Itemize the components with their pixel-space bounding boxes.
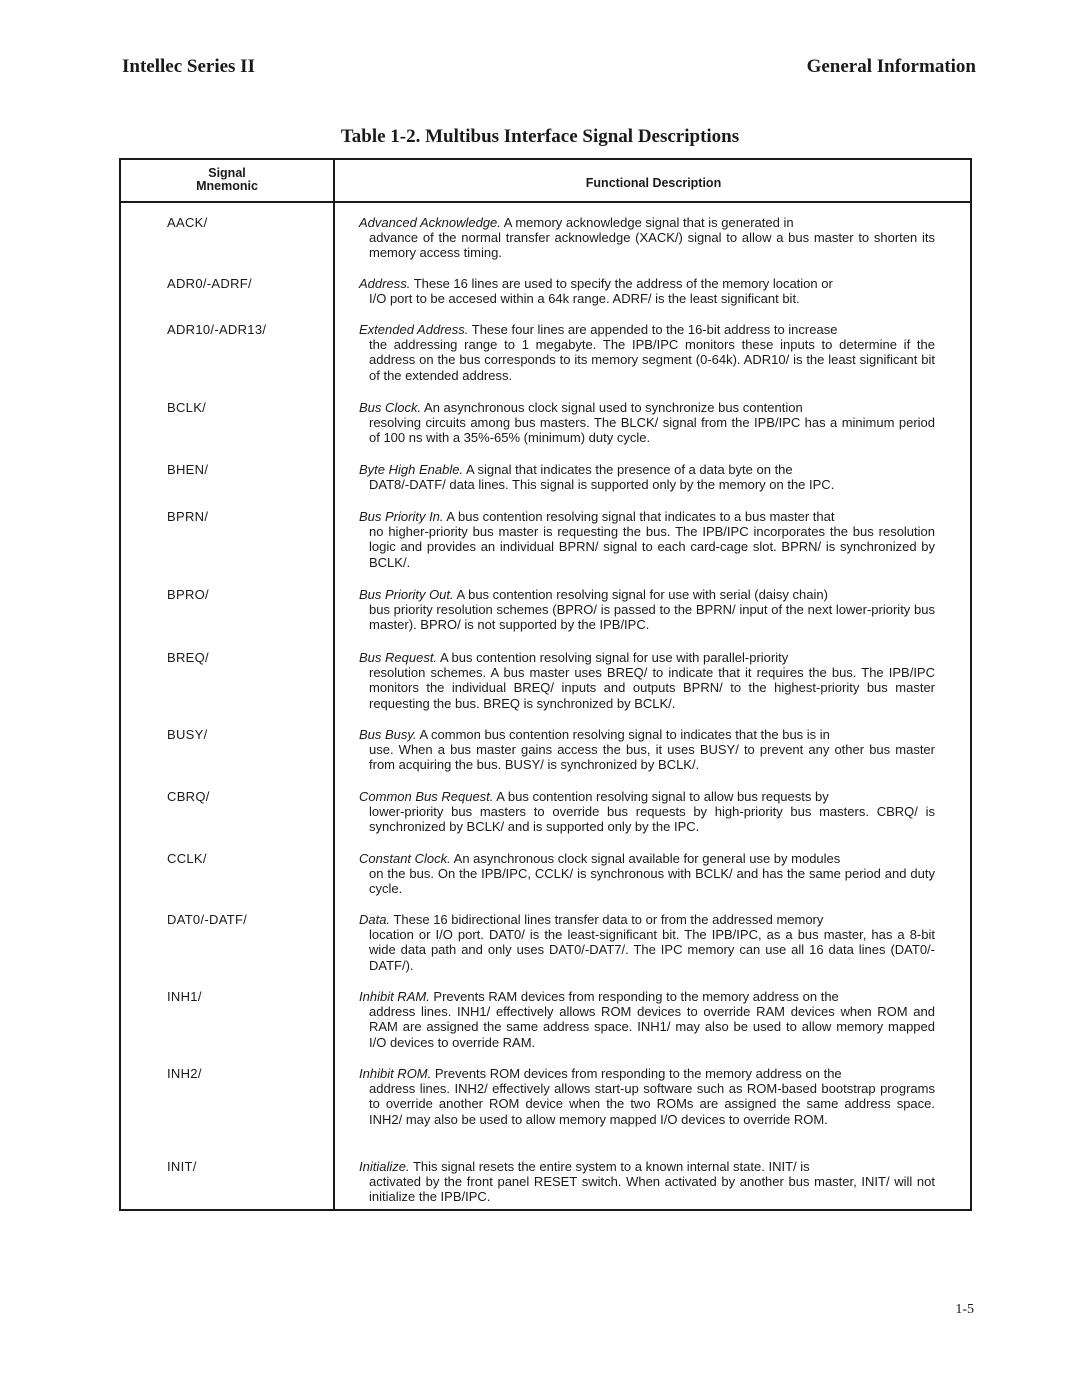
description-first-line: A memory acknowledge signal that is generated in <box>500 215 794 230</box>
description-term: Data. <box>359 912 391 927</box>
description-first-line: A signal that indicates the presence of a data byte on the <box>463 462 793 477</box>
description-body: address lines. INH1/ effectively allows ROM devices to override RAM devices when ROM and RAM are assigned the same address space. INH1/ may also be used to allow memory mapped I/O devices to override RAM. <box>369 1004 935 1050</box>
signal-description <box>359 462 935 492</box>
description-first-line: A bus contention resolving signal that indicates to a bus master that <box>443 509 835 524</box>
signal-mnemonic: INIT/ <box>167 1159 197 1174</box>
description-term: Inhibit ROM. <box>359 1066 432 1081</box>
description-body: location or I/O port. DAT0/ is the least-significant bit. The IPB/IPC, as a bus master, has a 8-bit wide data path and only uses DAT0/-DAT7/. The IPC memory can use all 16 data lines (DAT0/-DATF/). <box>369 927 935 973</box>
description-first-line: These 16 bidirectional lines transfer data to or from the addressed memory <box>390 912 824 927</box>
signal-description <box>359 650 935 711</box>
signal-mnemonic: BCLK/ <box>167 400 207 415</box>
signal-mnemonic: INH1/ <box>167 989 202 1004</box>
description-body: lower-priority bus masters to override bus requests by high-priority bus masters. CBRQ/ is synchronized by BCLK/ and is supported only by the IPC. <box>369 804 935 835</box>
column-header-signal-line2: Mnemonic <box>196 179 258 193</box>
description-body: use. When a bus master gains access the bus, it uses BUSY/ to prevent any other bus master from acquiring the bus. BUSY/ is synchronized by BCLK/. <box>369 742 935 773</box>
description-term: Address. <box>359 276 411 291</box>
signal-description <box>359 400 935 446</box>
description-body: bus priority resolution schemes (BPRO/ is passed to the BPRN/ input of the next lower-priority bus master). BPRO/ is not supported by the IPB/IPC. <box>369 602 935 633</box>
description-first-line: An asynchronous clock signal used to synchronize bus contention <box>421 400 803 415</box>
signal-description <box>359 789 935 835</box>
signal-table <box>119 158 972 1211</box>
signal-description <box>359 215 935 261</box>
description-first-line: These four lines are appended to the 16-bit address to increase <box>468 322 838 337</box>
description-first-line: A bus contention resolving signal for use with serial (daisy chain) <box>453 587 828 602</box>
signal-description <box>359 989 935 1050</box>
signal-mnemonic: CCLK/ <box>167 851 207 866</box>
description-first-line: A common bus contention resolving signal to indicates that the bus is in <box>416 727 830 742</box>
signal-description <box>359 509 935 570</box>
signal-description <box>359 851 935 897</box>
description-term: Bus Priority Out. <box>359 587 454 602</box>
description-body: I/O port to be accesed within a 64k range. ADRF/ is the least significant bit. <box>369 291 800 307</box>
description-term: Advanced Acknowledge. <box>359 215 501 230</box>
description-body: resolution schemes. A bus master uses BREQ/ to indicate that it requires the bus. The IPB/IPC monitors the individual BREQ/ inputs and outputs BPRN/ to the highest-priority bus master requesting the bus. BREQ is synchronized by BCLK/. <box>369 665 935 711</box>
description-term: Common Bus Request. <box>359 789 494 804</box>
description-body: advance of the normal transfer acknowledge (XACK/) signal to allow a bus master to shorten its memory access timing. <box>369 230 935 261</box>
column-header-signal <box>121 167 333 193</box>
description-term: Initialize. <box>359 1159 410 1174</box>
signal-mnemonic: DAT0/-DATF/ <box>167 912 248 927</box>
description-first-line: These 16 lines are used to specify the address of the memory location or <box>410 276 833 291</box>
signal-mnemonic: BHEN/ <box>167 462 209 477</box>
description-term: Constant Clock. <box>359 851 451 866</box>
header-rule <box>121 201 970 203</box>
description-body: on the bus. On the IPB/IPC, CCLK/ is synchronous with BCLK/ and has the same period and duty cycle. <box>369 866 935 897</box>
signal-mnemonic: BREQ/ <box>167 650 209 665</box>
description-first-line: A bus contention resolving signal for use with parallel-priority <box>437 650 789 665</box>
description-term: Extended Address. <box>359 322 469 337</box>
column-divider <box>333 160 335 1209</box>
description-term: Bus Priority In. <box>359 509 444 524</box>
column-header-function: Functional Description <box>585 176 722 190</box>
description-term: Bus Clock. <box>359 400 422 415</box>
description-first-line: Prevents RAM devices from responding to the memory address on the <box>429 989 839 1004</box>
description-body: activated by the front panel RESET switch. When activated by another bus master, INIT/ will not initialize the IPB/IPC. <box>369 1174 935 1205</box>
description-term: Bus Request. <box>359 650 438 665</box>
signal-mnemonic: CBRQ/ <box>167 789 210 804</box>
description-first-line: This signal resets the entire system to a known internal state. INIT/ is <box>409 1159 810 1174</box>
signal-description <box>359 727 935 773</box>
running-header-right: General Information <box>806 56 976 77</box>
description-first-line: An asynchronous clock signal available for general use by modules <box>450 851 841 866</box>
signal-description <box>359 322 935 383</box>
signal-mnemonic: ADR0/-ADRF/ <box>167 276 252 291</box>
signal-mnemonic: BPRN/ <box>167 509 209 524</box>
description-body: no higher-priority bus master is requesting the bus. The IPB/IPC incorporates the bus resolution logic and provides an individual BPRN/ signal to each card-cage slot. BPRN/ is synchronized by BCLK/. <box>369 524 935 570</box>
table-title: Table 1-2. Multibus Interface Signal Descriptions <box>340 126 740 147</box>
description-body: address lines. INH2/ effectively allows start-up software such as ROM-based bootstrap programs to override another ROM device when the two ROMs are assigned the same address space. INH2/ may also be used to allow memory mapped I/O devices to override ROM. <box>369 1081 935 1127</box>
signal-mnemonic: BUSY/ <box>167 727 208 742</box>
running-header-left: Intellec Series II <box>122 56 255 77</box>
signal-mnemonic: INH2/ <box>167 1066 202 1081</box>
signal-description <box>359 587 935 633</box>
signal-mnemonic: BPRO/ <box>167 587 209 602</box>
signal-description <box>359 1159 935 1205</box>
description-first-line: Prevents ROM devices from responding to the memory address on the <box>431 1066 842 1081</box>
description-body: resolving circuits among bus masters. The BLCK/ signal from the IPB/IPC has a minimum period of 100 ns with a 35%-65% (minimum) duty cycle. <box>369 415 935 446</box>
signal-mnemonic: AACK/ <box>167 215 208 230</box>
description-body: DAT8/-DATF/ data lines. This signal is supported only by the memory on the IPC. <box>369 477 835 493</box>
description-first-line: A bus contention resolving signal to allow bus requests by <box>493 789 829 804</box>
signal-mnemonic: ADR10/-ADR13/ <box>167 322 267 337</box>
signal-description <box>359 1066 935 1127</box>
description-term: Inhibit RAM. <box>359 989 430 1004</box>
signal-description <box>359 276 935 306</box>
page-number: 1-5 <box>955 1302 974 1317</box>
description-term: Byte High Enable. <box>359 462 464 477</box>
description-term: Bus Busy. <box>359 727 417 742</box>
column-header-signal-line1: Signal <box>208 166 246 180</box>
signal-description <box>359 912 935 973</box>
description-body: the addressing range to 1 megabyte. The IPB/IPC monitors these inputs to determine if the address on the bus corresponds to its memory segment (0-64k). ADR10/ is the least significant bit of the extended address. <box>369 337 935 383</box>
